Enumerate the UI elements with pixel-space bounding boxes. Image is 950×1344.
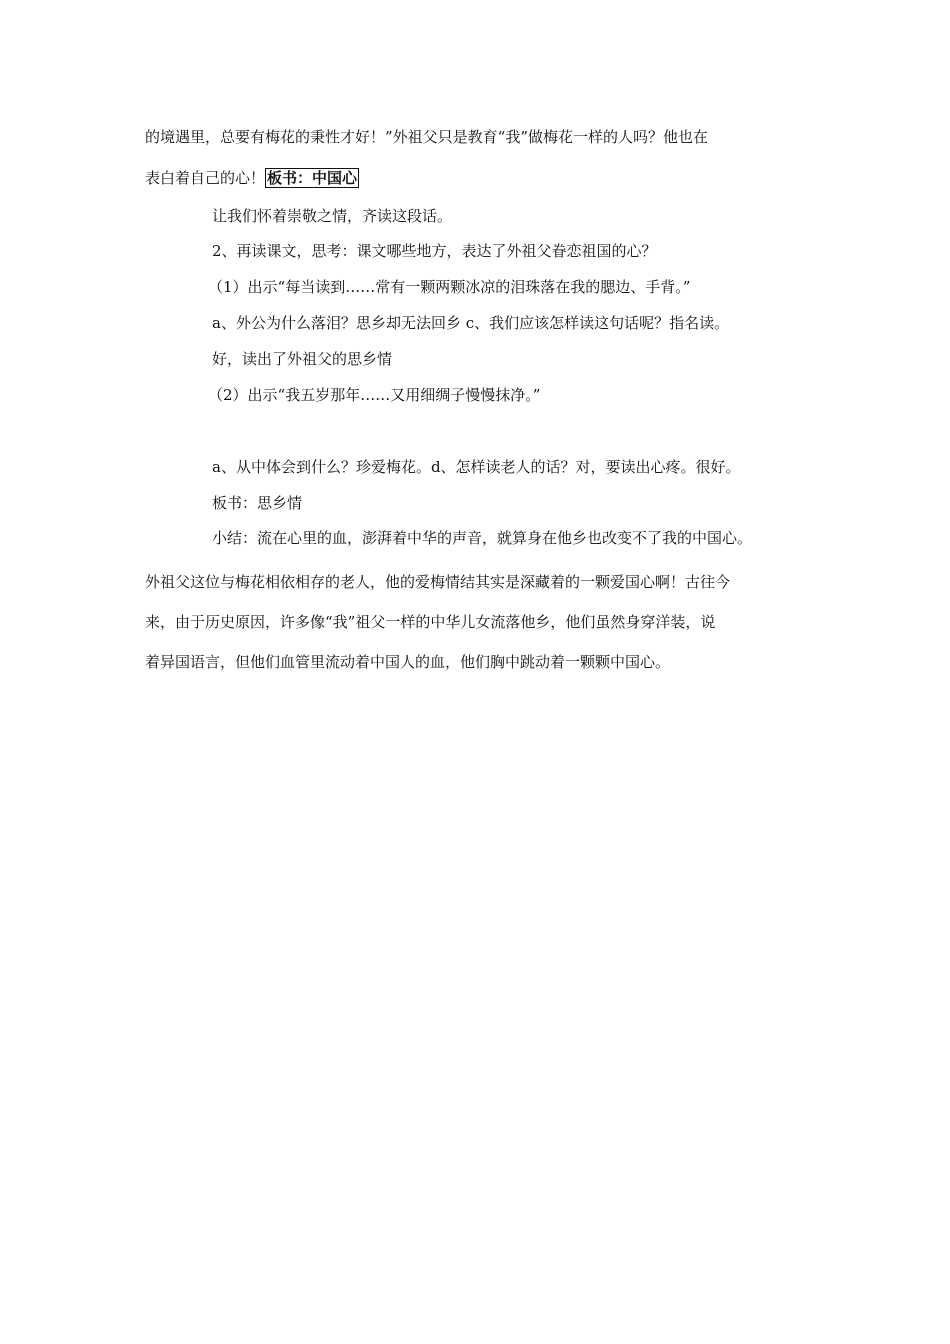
paragraph-line: （2）出示“我五岁那年……又用细绸子慢慢抹净。” <box>208 386 541 404</box>
paragraph-line: 板书：思乡情 <box>212 494 303 512</box>
paragraph-line: 的境遇里，总要有梅花的秉性才好！”外祖父只是教育“我”做梅花一样的人吗？他也在 <box>145 128 709 146</box>
paragraph-line: a、从中体会到什么？珍爱梅花。d、怎样读老人的话？对，要读出心疼。很好。 <box>212 458 741 476</box>
paragraph-line: （1）出示“每当读到……常有一颗两颗冰凉的泪珠落在我的腮边、手背。” <box>208 278 691 296</box>
paragraph-text: 表白着自己的心！ <box>145 169 266 187</box>
paragraph-line: 好，读出了外祖父的思乡情 <box>212 350 393 368</box>
board-note-box: 板书：中国心 <box>267 169 358 187</box>
paragraph-line <box>145 168 359 188</box>
paragraph-line: 让我们怀着崇敬之情，齐读这段话。 <box>212 207 453 225</box>
paragraph-line: 小结：流在心里的血，澎湃着中华的声音，就算身在他乡也改变不了我的中国心。 <box>212 529 753 547</box>
paragraph-line: 来，由于历史原因，许多像“我”祖父一样的中华儿女流落他乡，他们虽然身穿洋装，说 <box>145 613 716 631</box>
paragraph-line: 着异国语言，但他们血管里流动着中国人的血，他们胸中跳动着一颗颗中国心。 <box>145 653 671 671</box>
paragraph-line: 外祖父这位与梅花相依相存的老人，他的爱梅情结其实是深藏着的一颗爱国心啊！古往今 <box>145 573 731 591</box>
paragraph-line: 2、再读课文，思考：课文哪些地方，表达了外祖父眷恋祖国的心？ <box>212 242 657 260</box>
paragraph-line: a、外公为什么落泪？思乡却无法回乡 c、我们应该怎样读这句话呢？指名读。 <box>212 314 730 332</box>
